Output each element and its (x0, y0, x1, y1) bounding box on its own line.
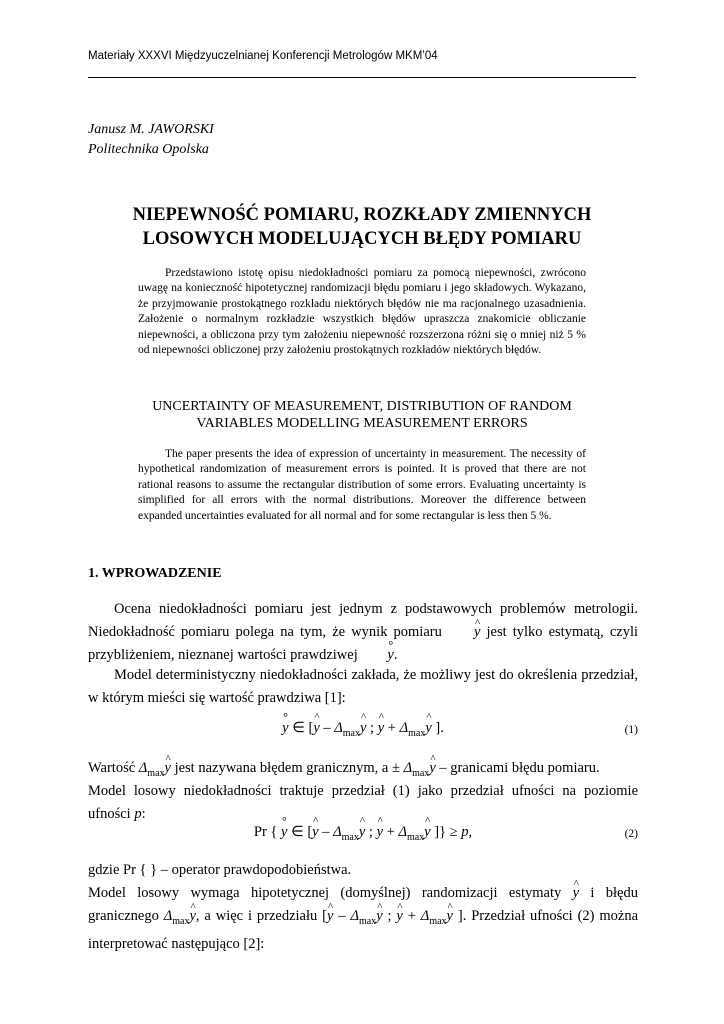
paragraph-3: Wartość $\Delta_{max}\^{}$ y jest nazywana błędem granicznym, $a \pm \Delta_{max}\^{}$ y – granicami błędu pomiaru. (88, 757, 638, 785)
paper-title-en-line2: VARIABLES MODELLING MEASUREMENT ERRORS (196, 416, 528, 431)
paragraph-5: gdzie Pr { } – operator prawdopodobieństwa. (88, 862, 352, 878)
paragraph-2: Model deterministyczny niedokładności zakłada, że możliwy jest do określenia przedział, w którym mieści się wartość prawdziwa [1]: (88, 667, 638, 706)
paragraph-4: Model losowy niedokładności traktuje przedział (1) jako przedział ufności na poziomie ufności p: (88, 783, 638, 822)
paper-title-pl (88, 203, 636, 251)
equation-1-body: ° y ∈ [^ y – $\Delta_{max}\^{}$ y ; ^ $y + \Delta_{max}\^{}$ y ]. (88, 720, 638, 739)
abstract-pl: Przedstawiono istotę opisu niedokładności pomiaru za pomocą niepewności, zwrócono uwagę na konieczność hipotetycznej randomizacji błędu pomiaru i jego składowych. Wykazano, że przyjmowanie prostokątnego rozkładu niektórych błędów nie ma racjonalnego uzasadnienia. Założenie o normalnym rozkładzie wszystkich błędów upraszcza znakomicie obliczanie niepewności, a obliczona przy tym założeniu niepewność rozszerzona różni się o mniej niż 5 % od niepewności obliczonej przy założeniu prostokątnych rozkładów niektórych błędów. (138, 267, 586, 357)
author-affiliation: Politechnika Opolska (88, 142, 209, 157)
section-heading-1: 1. WPROWADZENIE (88, 566, 222, 581)
running-header: Materiały XXXVI Międzyuczelnianej Konferencji Metrologów MKM’04 (88, 50, 438, 62)
paper-title-pl-line1: NIEPEWNOŚĆ POMIARU, ROZKŁADY ZMIENNYCH (132, 205, 592, 225)
y-hat-symbol: ^ y (448, 621, 480, 644)
y-true-symbol: ° y (361, 644, 393, 667)
abstract-en: The paper presents the idea of expression of uncertainty in measurement. The necessity of hypothetical randomization of measurement errors is pointed. It is proved that there are not rational reasons to assume the rectangular distribution of some errors. Evaluating uncertainty is simplified for all errors with the normal distributions. Moreover the difference between expanded uncertainties evaluated for all normal and for some rectangular is less then 5 %. (138, 448, 586, 522)
paragraph-1: Ocena niedokładności pomiaru jest jednym z podstawowych problemów metrologii. Niedokładność pomiaru polega na tym, że wynik pomiaru ^ y jest tylko estymatą, czyli przybliżeniem, nieznanej wartości prawdziwej ° y. (88, 598, 638, 667)
header-rule (88, 77, 636, 78)
author-block (88, 120, 214, 160)
equation-2-number: (2) (624, 828, 638, 840)
equation-2-body: Pr { ° y ∈ [^ y – $\Delta_{max}\^{}$ y ; ^ $y + \Delta_{max}\^{}$ y ]} ≥ p, (88, 824, 638, 843)
paragraph-6: Model losowy wymaga hipotetycznej (domyślnej) randomizacji estymaty ^ y i błędu granicznego $\Delta_{max}\^{}$ y, a więc i przedziału [^ y – $\Delta_{max}\^{}$ y ; ^ $y + \Delta_{max}\^{}$ y ]. Przedział ufności (2) można interpretować następująco [2]: (88, 882, 638, 956)
paper-title-en-line1: UNCERTAINTY OF MEASUREMENT, DISTRIBUTION OF RANDOM (152, 399, 572, 414)
paper-title-en (88, 398, 636, 432)
author-name: Janusz M. JAWORSKI (88, 122, 214, 137)
paragraph-1-after: jest tylko estymatą, czyli przybliżeniem, nieznanej wartości prawdziwej (88, 624, 639, 663)
equation-1-number: (1) (624, 724, 638, 736)
paragraph-1-text: Ocena niedokładności pomiaru jest jednym z podstawowych problemów metrologii. Niedokładność pomiaru polega na tym, że wynik pomiaru (88, 601, 638, 640)
paper-title-pl-line2: LOSOWYCH MODELUJĄCYCH BŁĘDY POMIARU (142, 229, 582, 249)
